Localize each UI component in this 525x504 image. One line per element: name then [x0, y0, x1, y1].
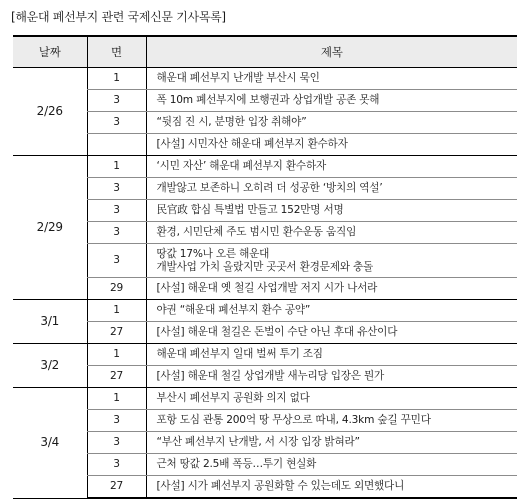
table-row: [13, 244, 517, 278]
title-cell: 해운대 폐선부지 난개발 부산시 묵인: [146, 68, 517, 90]
page-cell: 3: [87, 222, 146, 244]
date-cell: 3/1: [13, 300, 87, 344]
table-row: [13, 68, 517, 90]
title-cell: 야권 “해운대 폐선부지 환수 공약”: [146, 300, 517, 322]
title-cell: 환경, 시민단체 주도 범시민 환수운동 움직임: [146, 222, 517, 244]
date-cell: 2/26: [13, 68, 87, 156]
title-cell: [사설] 해운대 철길 상업개발 새누리당 입장은 뭔가: [146, 366, 517, 388]
date-cell: 3/2: [13, 344, 87, 388]
title-cell: 民官政 합심 특별법 만들고 152만명 서명: [146, 200, 517, 222]
title-cell: 근처 땅값 2.5배 폭등…투기 현실화: [146, 454, 517, 476]
page-cell: 1: [87, 300, 146, 322]
page-cell: 3: [87, 410, 146, 432]
title-line: 땅값 17%나 오른 해운대: [156, 247, 270, 260]
table-heading: [해운대 폐선부지 관련 국제신문 기사목록]: [11, 10, 226, 24]
table-row: [13, 112, 517, 134]
column-header-date: 날짜: [13, 36, 87, 68]
date-cell: 2/29: [13, 156, 87, 300]
article-list-table: [13, 35, 517, 499]
title-cell: “부산 폐선부지 난개발, 서 시장 입장 밝혀라”: [146, 432, 517, 454]
title-cell: 부산시 폐선부지 공원화 의지 없다: [146, 388, 517, 410]
table-row: [13, 300, 517, 322]
page-cell: 3: [87, 200, 146, 222]
title-cell: “뒷짐 진 시, 분명한 입장 취해야”: [146, 112, 517, 134]
page-cell: 3: [87, 178, 146, 200]
table-row: [13, 178, 517, 200]
page-cell: 1: [87, 344, 146, 366]
page-cell: 3: [87, 454, 146, 476]
title-cell: 해운대 폐선부지 일대 벌써 투기 조짐: [146, 344, 517, 366]
table-row: [13, 432, 517, 454]
table-row: [13, 344, 517, 366]
date-cell: 3/4: [13, 388, 87, 499]
title-cell: [사설] 해운대 철길은 돈벌이 수단 아닌 후대 유산이다: [146, 322, 517, 344]
title-cell: 폭 10m 폐선부지에 보행권과 상업개발 공존 못해: [146, 90, 517, 112]
page-cell: 29: [87, 278, 146, 300]
page-cell: 27: [87, 476, 146, 499]
title-cell: [사설] 해운대 옛 철길 사업개발 저지 시가 나서라: [146, 278, 517, 300]
table-row: [13, 278, 517, 300]
table-row: [13, 222, 517, 244]
table-row: [13, 410, 517, 432]
table-row: [13, 90, 517, 112]
table-row: [13, 322, 517, 344]
page-cell: 3: [87, 432, 146, 454]
page-cell: 1: [87, 156, 146, 178]
table-row: [13, 200, 517, 222]
table-row: [13, 156, 517, 178]
title-cell: 개발않고 보존하니 오히려 더 성공한 ‘방치의 역설’: [146, 178, 517, 200]
title-line: 개발사업 가치 올랐지만 곳곳서 환경문제와 충돌: [156, 260, 374, 273]
page-cell: 3: [87, 112, 146, 134]
column-header-title: 제목: [146, 36, 517, 68]
page-cell: 27: [87, 366, 146, 388]
title-cell: [146, 244, 517, 278]
page-cell: [87, 134, 146, 156]
title-cell: [사설] 시민자산 해운대 폐선부지 환수하자: [146, 134, 517, 156]
page-cell: 3: [87, 90, 146, 112]
table-row: [13, 388, 517, 410]
page-cell: 27: [87, 322, 146, 344]
page-cell: 1: [87, 68, 146, 90]
page-cell: 1: [87, 388, 146, 410]
table-row: [13, 476, 517, 499]
header-row: [13, 36, 517, 68]
table-row: [13, 366, 517, 388]
column-header-page: 면: [87, 36, 146, 68]
table-row: [13, 454, 517, 476]
table-row: [13, 134, 517, 156]
title-cell: [사설] 시가 폐선부지 공원화할 수 있는데도 외면했다니: [146, 476, 517, 499]
page-cell: 3: [87, 244, 146, 278]
title-cell: ‘시민 자산’ 해운대 폐선부지 환수하자: [146, 156, 517, 178]
title-cell: 포항 도심 관통 200억 땅 무상으로 따내, 4.3km 숲길 꾸민다: [146, 410, 517, 432]
